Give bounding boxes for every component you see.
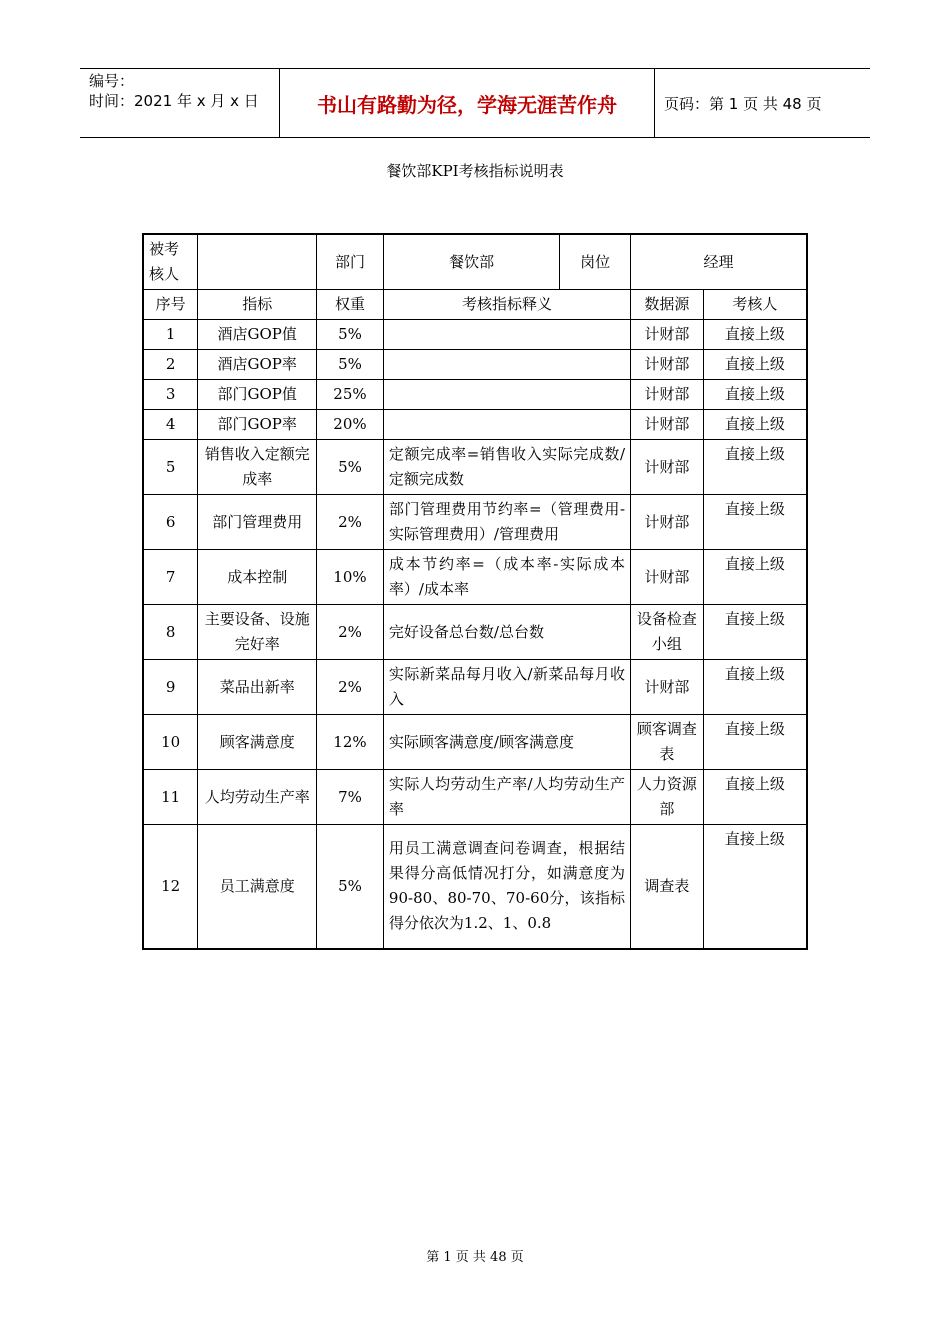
row-definition [383,380,630,410]
row-assessor: 直接上级 [703,770,807,825]
table-row [143,440,807,495]
row-weight: 7% [317,770,384,825]
table-row [143,770,807,825]
row-definition: 实际顾客满意度/顾客满意度 [383,715,630,770]
row-source: 计财部 [631,320,704,350]
row-indicator: 顾客满意度 [198,715,317,770]
document-number-label: 编号： [89,72,135,90]
table-row [143,550,807,605]
header-assessor: 考核人 [703,290,807,320]
row-source: 计财部 [631,440,704,495]
header-source: 数据源 [631,290,704,320]
row-weight: 2% [317,605,384,660]
row-weight: 12% [317,715,384,770]
table-row [143,495,807,550]
table-row [143,380,807,410]
row-source: 计财部 [631,410,704,440]
row-assessor: 直接上级 [703,440,807,495]
row-weight: 2% [317,495,384,550]
row-weight: 5% [317,350,384,380]
page-header [80,68,870,138]
header-indicator: 指标 [198,290,317,320]
row-weight: 5% [317,440,384,495]
row-no: 12 [143,825,198,949]
table-row [143,410,807,440]
header-weight: 权重 [317,290,384,320]
document-time-label: 时间：2021 年 x 月 x 日 [89,92,259,110]
table-row [143,715,807,770]
row-source: 顾客调查表 [631,715,704,770]
row-definition [383,320,630,350]
row-assessor: 直接上级 [703,410,807,440]
post-value: 经理 [631,234,807,290]
document-title: 餐饮部KPI考核指标说明表 [386,162,564,180]
row-no: 8 [143,605,198,660]
table-row [143,605,807,660]
table-row [143,825,807,949]
row-indicator: 菜品出新率 [198,660,317,715]
page-footer: 第 1 页 共 48 页 [426,1250,524,1265]
header-motto: 书山有路勤为径，学海无涯苦作舟 [280,69,655,137]
row-source: 设备检查小组 [631,605,704,660]
row-source: 人力资源部 [631,770,704,825]
row-no: 11 [143,770,198,825]
row-weight: 10% [317,550,384,605]
row-assessor: 直接上级 [703,550,807,605]
row-no: 2 [143,350,198,380]
assessee-label: 被考核人 [143,234,198,290]
row-assessor: 直接上级 [703,605,807,660]
row-weight: 5% [317,320,384,350]
row-no: 1 [143,320,198,350]
row-no: 3 [143,380,198,410]
row-weight: 20% [317,410,384,440]
row-assessor: 直接上级 [703,350,807,380]
row-assessor: 直接上级 [703,380,807,410]
row-indicator: 酒店GOP值 [198,320,317,350]
row-indicator: 销售收入定额完成率 [198,440,317,495]
header-page-info: 页码：第 1 页 共 48 页 [664,94,822,113]
row-no: 5 [143,440,198,495]
dept-label: 部门 [317,234,384,290]
row-definition: 完好设备总台数/总台数 [383,605,630,660]
header-left-cell [80,69,280,137]
row-indicator: 人均劳动生产率 [198,770,317,825]
row-indicator: 部门GOP值 [198,380,317,410]
table-row [143,660,807,715]
row-definition [383,350,630,380]
row-weight: 5% [317,825,384,949]
table-row [143,320,807,350]
row-indicator: 成本控制 [198,550,317,605]
row-no: 4 [143,410,198,440]
header-no: 序号 [143,290,198,320]
row-weight: 25% [317,380,384,410]
row-source: 计财部 [631,550,704,605]
row-assessor: 直接上级 [703,825,807,949]
row-definition: 用员工满意调查问卷调查，根据结果得分高低情况打分，如满意度为90-80、80-70、70-60分，该指标得分依次为1.2、1、0.8 [383,825,630,949]
row-assessor: 直接上级 [703,715,807,770]
row-assessor: 直接上级 [703,495,807,550]
row-definition: 定额完成率=销售收入实际完成数/定额完成数 [383,440,630,495]
row-definition [383,410,630,440]
table-info-row [143,234,807,290]
row-indicator: 员工满意度 [198,825,317,949]
row-indicator: 主要设备、设施完好率 [198,605,317,660]
row-source: 计财部 [631,350,704,380]
kpi-table [142,233,808,950]
header-definition: 考核指标释义 [383,290,630,320]
row-source: 计财部 [631,495,704,550]
table-header-row [143,290,807,320]
row-source: 调查表 [631,825,704,949]
row-indicator: 部门GOP率 [198,410,317,440]
row-indicator: 酒店GOP率 [198,350,317,380]
row-source: 计财部 [631,380,704,410]
table-row [143,350,807,380]
row-no: 7 [143,550,198,605]
post-label: 岗位 [560,234,631,290]
row-definition: 实际新菜品每月收入/新菜品每月收入 [383,660,630,715]
row-assessor: 直接上级 [703,320,807,350]
row-assessor: 直接上级 [703,660,807,715]
dept-value: 餐饮部 [383,234,559,290]
row-no: 9 [143,660,198,715]
row-definition: 部门管理费用节约率=（管理费用-实际管理费用）/管理费用 [383,495,630,550]
row-no: 6 [143,495,198,550]
row-source: 计财部 [631,660,704,715]
row-weight: 2% [317,660,384,715]
row-indicator: 部门管理费用 [198,495,317,550]
row-definition: 成本节约率=（成本率-实际成本率）/成本率 [383,550,630,605]
kpi-rows [143,320,807,949]
assessee-value [198,234,317,290]
row-definition: 实际人均劳动生产率/人均劳动生产率 [383,770,630,825]
row-no: 10 [143,715,198,770]
